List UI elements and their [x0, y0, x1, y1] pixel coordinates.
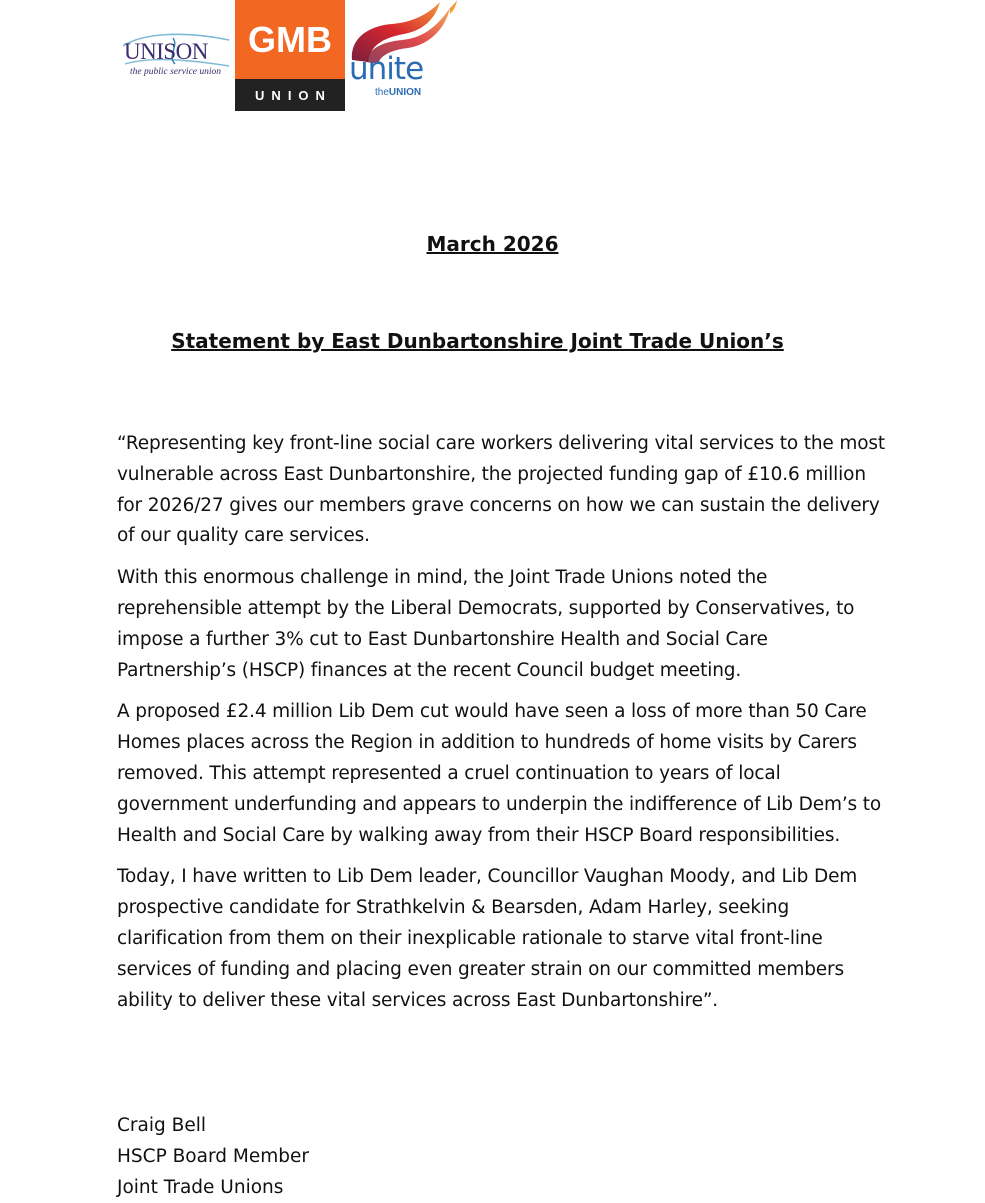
unite-sub-union: UNION	[388, 87, 422, 98]
gmb-union-label: UNION	[255, 87, 332, 103]
body-paragraph: With this enormous challenge in mind, the Joint Trade Unions noted the reprehensible attempt by the Liberal Democrats, supported by Conservatives, to impose a further 3% cut to East Dunbartonshire Health and Social Care Partnership’s (HSCP) finances at the recent Council budget meeting.	[117, 567, 855, 681]
document-title: Statement by East Dunbartonshire Joint Trade Union’s	[171, 329, 784, 353]
document-body	[117, 429, 887, 1027]
unison-tagline: the public service union	[130, 67, 222, 77]
signature-role: HSCP Board Member	[117, 1145, 309, 1167]
document-date: March 2026	[426, 232, 559, 256]
unite-wordmark: unite	[349, 51, 424, 87]
body-paragraph: Today, I have written to Lib Dem leader, Councillor Vaughan Moody, and Lib Dem prospective candidate for Strathkelvin & Bearsden, Adam Harley, seeking clarification from them on their inexplicable rationale to starve vital front-line services of funding and placing even greater strain on our committed members ability to deliver these vital services across East Dunbartonshire”.	[117, 866, 858, 1011]
signature-block	[117, 1111, 309, 1203]
gmb-wordmark: GMB	[248, 18, 332, 60]
unite-sub-label	[375, 88, 421, 98]
signature-org: Joint Trade Unions	[117, 1176, 284, 1198]
unison-wordmark: UNISON	[124, 39, 208, 64]
gmb-logo-top	[235, 0, 345, 79]
body-paragraph: A proposed £2.4 million Lib Dem cut would have seen a loss of more than 50 Care Homes places across the Region in addition to hundreds of home visits by Carers removed. This attempt represented a cruel continuation to years of local government underfunding and appears to underpin the indifference of Lib Dem’s to Health and Social Care by walking away from their HSCP Board responsibilities.	[117, 701, 882, 846]
unison-logo	[121, 26, 233, 88]
unite-logo	[346, 0, 458, 104]
gmb-logo-bottom	[235, 79, 345, 111]
gmb-logo	[235, 0, 345, 111]
unite-sub-the: the	[375, 87, 389, 98]
signature-name: Craig Bell	[117, 1115, 206, 1136]
body-paragraph: “Representing key front-line social care workers delivering vital services to the most vulnerable across East Dunbartonshire, the projected funding gap of £10.6 million for 2026/27 gives our members grave concerns on how we can sustain the delivery of our quality care services.	[117, 433, 886, 547]
